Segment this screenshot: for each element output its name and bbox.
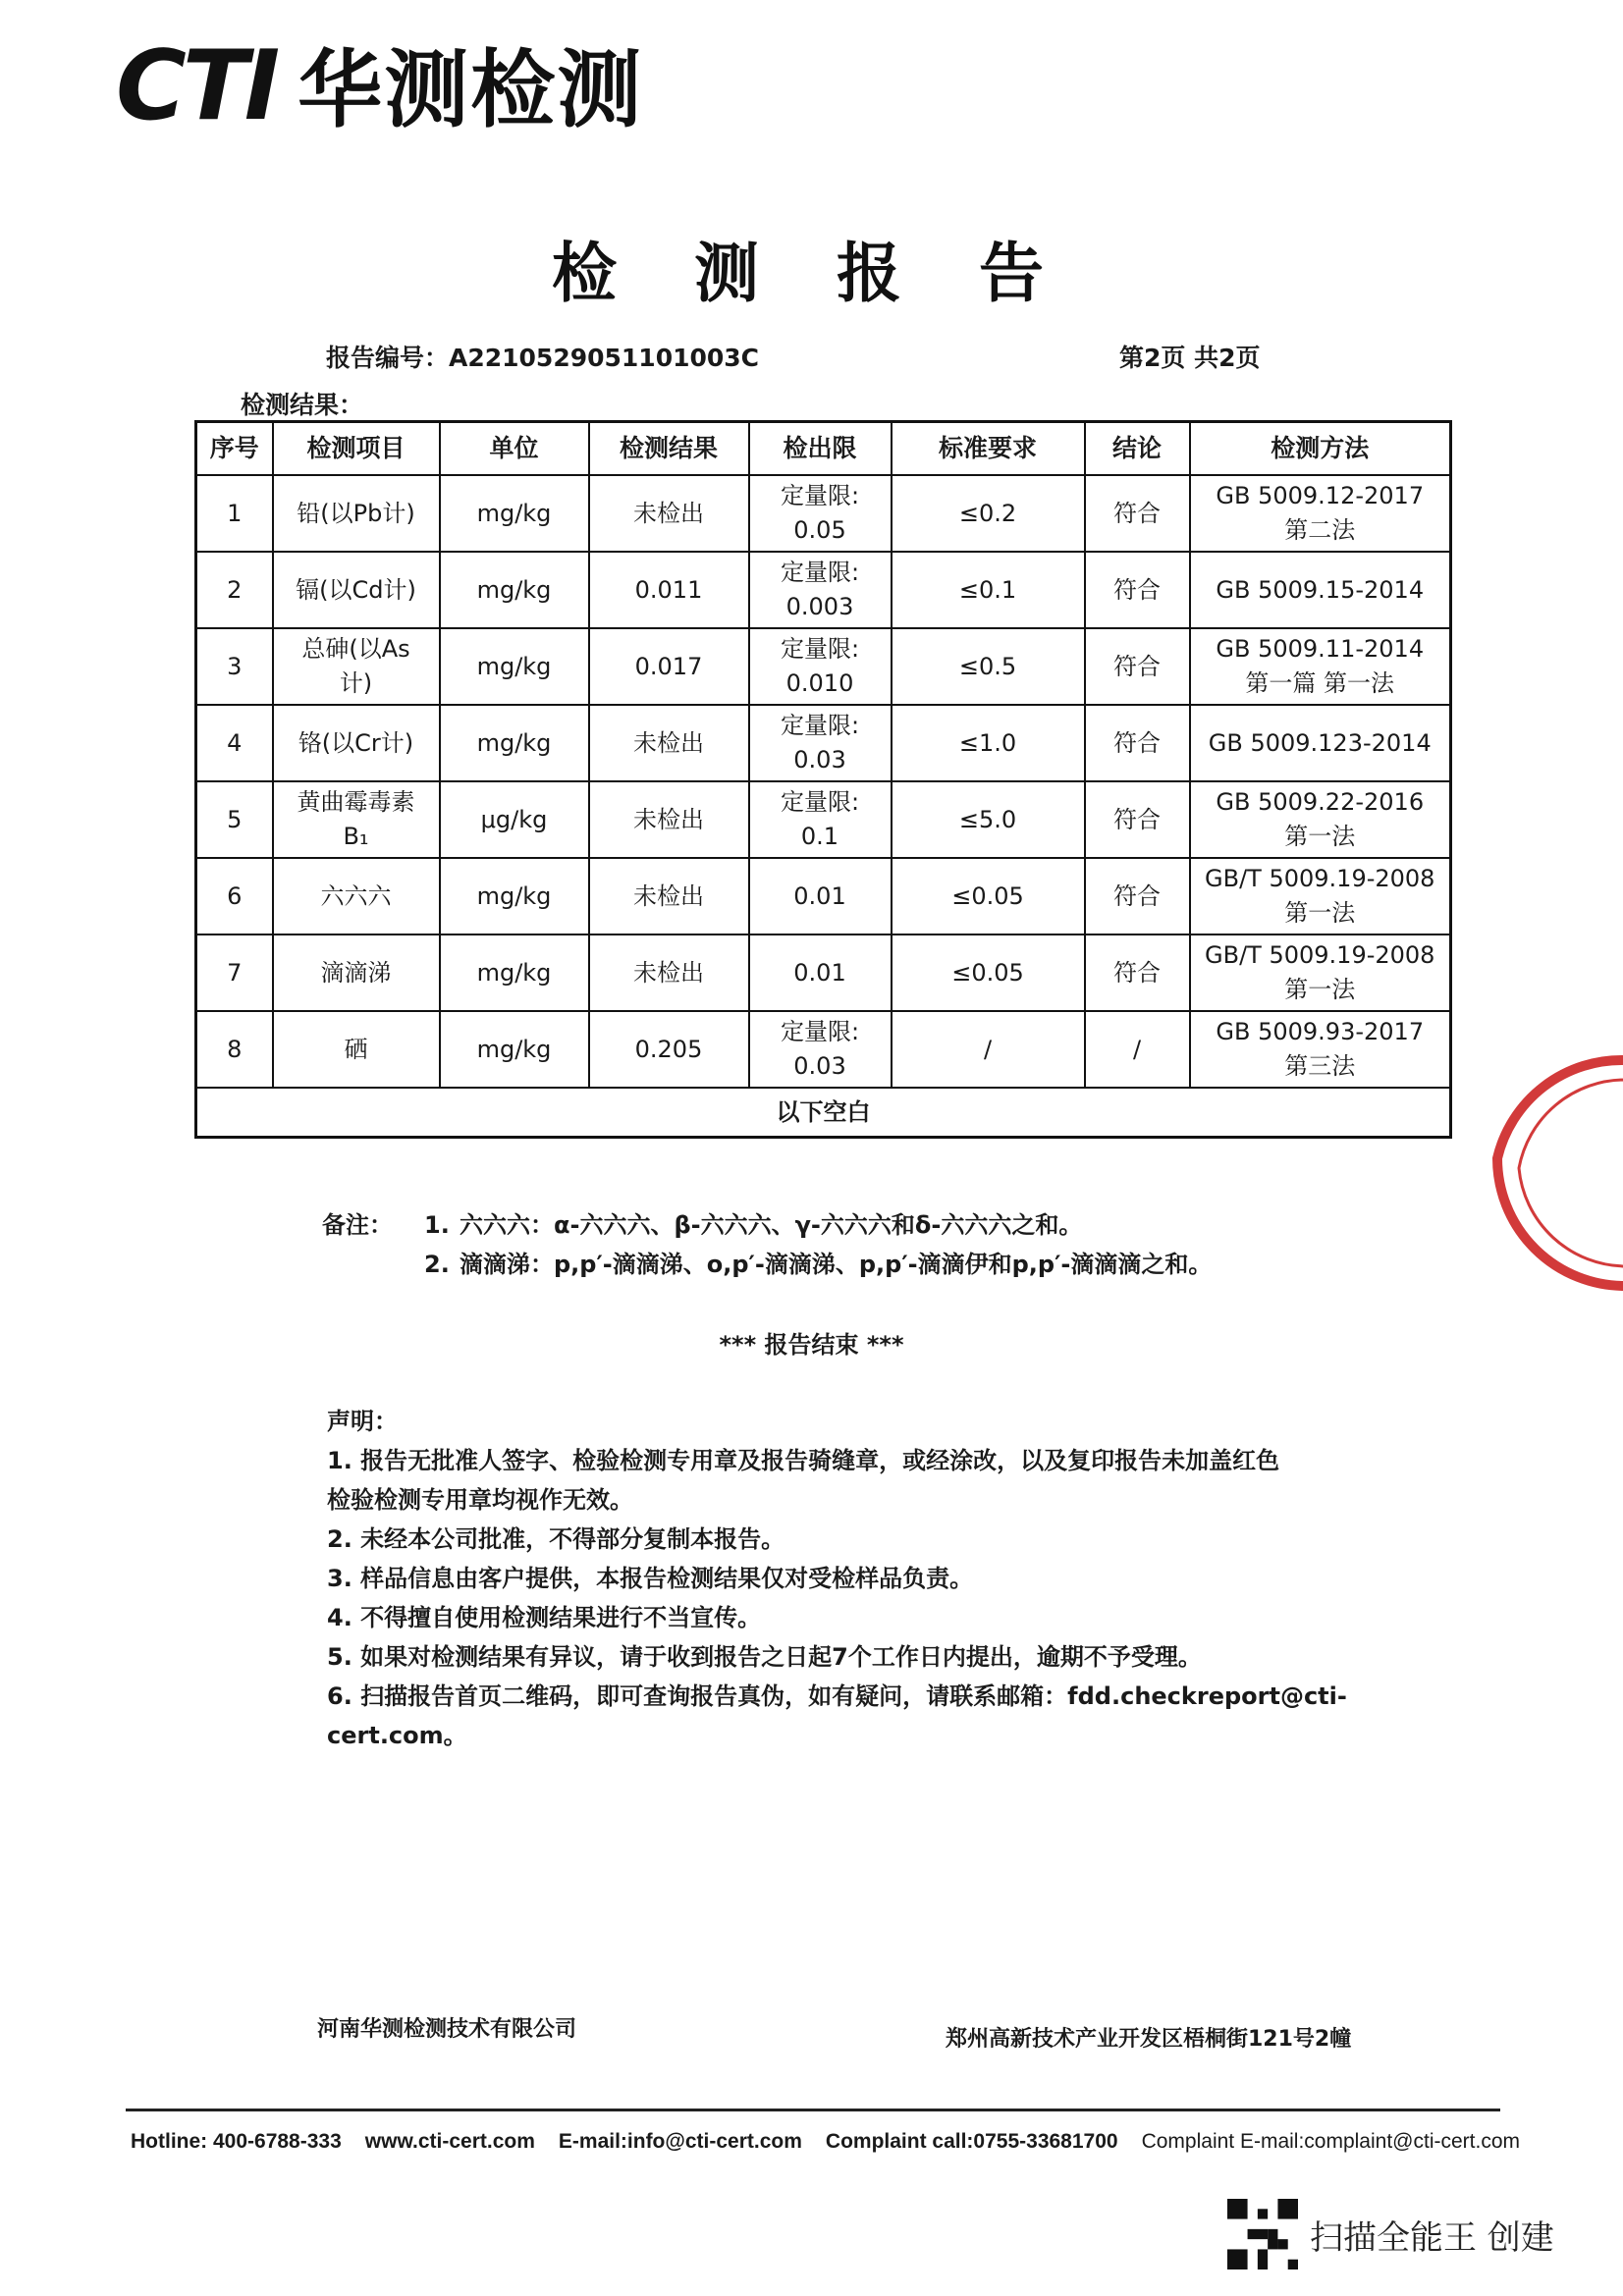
cell-no: 8 [196,1011,273,1088]
cell-limit-line: 0.05 [793,516,846,544]
cell-limit [749,475,892,552]
cell-item [273,705,440,781]
cell-method [1190,705,1451,781]
cell-method-line: GB 5009.15-2014 [1216,575,1425,604]
cell-limit-line: 0.03 [793,1052,846,1080]
footer-website: www.cti-cert.com [364,2130,535,2153]
cell-conclusion: 符合 [1085,858,1190,934]
cell-limit [749,934,892,1011]
table-row-blank [196,1088,1451,1138]
declaration-line: 1. 报告无批准人签字、检验检测专用章及报告骑缝章，或经涂改，以及复印报告未加盖红色 [327,1447,1280,1474]
cell-no: 5 [196,781,273,858]
cell-method-line: 第一法 [1284,899,1356,927]
cell-method [1190,781,1451,858]
cell-limit-line: 定量限: [780,788,860,817]
table-row [196,781,1451,858]
header-limit: 检出限 [749,422,892,476]
cell-method-line: GB 5009.12-2017 [1216,482,1425,510]
cell-item-line: 总砷(以As [301,635,410,664]
footer-hotline: Hotline: 400-6788-333 [131,2130,342,2153]
cell-limit-line: 0.010 [785,669,854,697]
table-row [196,858,1451,934]
remark-index: 2. [424,1251,450,1278]
footer-divider [126,2109,1500,2111]
cell-limit-line: 0.01 [793,881,846,910]
cell-requirement: / [892,1011,1085,1088]
cell-result: 0.017 [589,628,749,705]
remark-text: 六六六：α-六六六、β-六六六、γ-六六六和δ-六六六之和。 [460,1211,1083,1239]
cell-requirement: ≤0.05 [892,934,1085,1011]
table-row [196,628,1451,705]
table-row [196,705,1451,781]
report-end-marker: *** 报告结束 *** [719,1331,904,1359]
footer-complaint-email: Complaint E-mail:complaint@cti-cert.com [1141,2130,1520,2153]
red-seal-icon [1468,1041,1623,1296]
cell-limit-line: 定量限: [780,635,860,664]
cell-limit-line: 0.03 [793,746,846,774]
cell-method [1190,1011,1451,1088]
cell-limit-line: 0.01 [793,958,846,987]
cell-method [1190,628,1451,705]
cell-unit: mg/kg [440,1011,589,1088]
cell-method-line: 第一篇 第一法 [1245,669,1395,697]
scanner-watermark-text: 扫描全能王 创建 [1310,2217,1554,2258]
header-method: 检测方法 [1190,422,1451,476]
cell-result: 0.011 [589,552,749,628]
table-row [196,475,1451,552]
declaration-line: 3. 样品信息由客户提供，本报告检测结果仅对受检样品负责。 [327,1565,974,1592]
report-number: 报告编号：A2210529051101003C [326,344,760,372]
table-row [196,552,1451,628]
page-indicator: 第2页 共2页 [1119,344,1261,372]
cell-item-line: 铅(以Pb计) [297,499,415,527]
cell-method [1190,475,1451,552]
cell-item [273,934,440,1011]
cell-limit-line: 定量限: [780,559,860,587]
header-result: 检测结果 [589,422,749,476]
declaration-line: 5. 如果对检测结果有异议，请于收到报告之日起7个工作日内提出，逾期不予受理。 [327,1643,1202,1671]
cell-no: 2 [196,552,273,628]
cell-unit: mg/kg [440,705,589,781]
cell-item-line: 滴滴涕 [320,958,392,987]
cell-limit [749,781,892,858]
cell-item-line: B₁ [343,823,369,850]
cell-limit-line: 0.1 [800,823,839,850]
cell-unit: μg/kg [440,781,589,858]
cell-result: 未检出 [589,934,749,1011]
footer-contacts [131,2130,1520,2154]
cell-item [273,781,440,858]
cell-limit [749,552,892,628]
cell-conclusion: / [1085,1011,1190,1088]
cell-item-line: 计) [339,669,373,697]
table-row [196,1011,1451,1088]
cell-result: 未检出 [589,475,749,552]
declaration-line: cert.com。 [327,1722,467,1749]
header-requirement: 标准要求 [892,422,1085,476]
cell-conclusion: 符合 [1085,781,1190,858]
remarks-label: 备注： [322,1211,393,1239]
cell-no: 3 [196,628,273,705]
cell-method-line: 第二法 [1284,516,1356,544]
cell-item [273,552,440,628]
cell-item-line: 铬(以Cr计) [298,728,414,757]
cell-method-line: GB 5009.11-2014 [1216,635,1425,664]
cell-limit [749,628,892,705]
declaration-line: 4. 不得擅自使用检测结果进行不当宣传。 [327,1604,762,1631]
cell-item-line: 六六六 [320,881,392,910]
header-conclusion: 结论 [1085,422,1190,476]
cell-limit-line: 定量限: [780,712,860,740]
table-header-row [196,422,1451,476]
cell-item [273,858,440,934]
cell-conclusion: 符合 [1085,705,1190,781]
scanner-watermark [1227,2199,1554,2269]
document-title: 检 测 报 告 [552,236,1071,311]
cell-limit-line: 定量限: [780,482,860,510]
cell-method-line: GB 5009.22-2016 [1216,788,1425,817]
declaration-line: 检验检测专用章均视作无效。 [327,1486,633,1514]
cell-requirement: ≤0.1 [892,552,1085,628]
logo-name: 华测检测 [298,41,644,139]
cell-conclusion: 符合 [1085,628,1190,705]
cell-no: 4 [196,705,273,781]
remark-text: 滴滴涕：p,p′-滴滴涕、o,p′-滴滴涕、p,p′-滴滴伊和p,p′-滴滴滴之和。 [460,1251,1213,1278]
cell-method-line: 第一法 [1284,823,1356,850]
cell-item [273,475,440,552]
cell-result: 未检出 [589,705,749,781]
remark-index: 1. [424,1211,450,1239]
cell-method-line: GB 5009.93-2017 [1216,1018,1425,1046]
cell-method [1190,552,1451,628]
cell-method [1190,858,1451,934]
declaration [327,1402,1387,1755]
declaration-heading: 声明： [327,1408,398,1435]
header-item: 检测项目 [273,422,440,476]
cell-requirement: ≤0.5 [892,628,1085,705]
cell-method-line: GB/T 5009.19-2008 [1205,865,1435,893]
company-address: 郑州高新技术产业开发区梧桐街121号2幢 [946,2027,1352,2052]
cell-unit: mg/kg [440,934,589,1011]
cell-method-line: 第三法 [1284,1052,1356,1080]
cell-method [1190,934,1451,1011]
header-unit: 单位 [440,422,589,476]
cell-unit: mg/kg [440,858,589,934]
logo-mark: CTI [116,30,277,142]
results-table [194,420,1452,1139]
cell-result: 0.205 [589,1011,749,1088]
cell-conclusion: 符合 [1085,934,1190,1011]
declaration-line: 2. 未经本公司批准，不得部分复制本报告。 [327,1525,785,1553]
cell-unit: mg/kg [440,552,589,628]
cell-no: 6 [196,858,273,934]
cell-conclusion: 符合 [1085,475,1190,552]
cell-item [273,1011,440,1088]
company-logo [116,22,643,143]
cell-method-line: GB/T 5009.19-2008 [1205,941,1435,970]
cell-requirement: ≤1.0 [892,705,1085,781]
declaration-line: 6. 扫描报告首页二维码，即可查询报告真伪，如有疑问，请联系邮箱：fdd.checkreport@cti- [327,1682,1347,1710]
cell-unit: mg/kg [440,628,589,705]
footer-email: E-mail:info@cti-cert.com [558,2130,802,2153]
results-label: 检测结果： [241,391,364,419]
cell-limit [749,705,892,781]
cell-item-line: 黄曲霉毒素 [297,788,415,817]
header-no: 序号 [196,422,273,476]
cell-item-line: 硒 [344,1035,368,1063]
cell-no: 7 [196,934,273,1011]
cell-unit: mg/kg [440,475,589,552]
cell-item-line: 镉(以Cd计) [296,575,416,604]
cell-no: 1 [196,475,273,552]
cell-method-line: 第一法 [1284,976,1356,1003]
qr-code-icon [1227,2199,1298,2269]
cell-result: 未检出 [589,858,749,934]
footer-complaint-call: Complaint call:0755-33681700 [825,2130,1118,2153]
cell-item [273,628,440,705]
cell-limit-line: 0.003 [785,593,854,620]
remarks [322,1205,1212,1284]
cell-conclusion: 符合 [1085,552,1190,628]
company-name: 河南华测检测技术有限公司 [317,2017,577,2042]
blank-row-text: 以下空白 [196,1088,1451,1138]
cell-limit-line: 定量限: [780,1018,860,1046]
cell-method-line: GB 5009.123-2014 [1208,728,1432,757]
cell-requirement: ≤0.2 [892,475,1085,552]
cell-requirement: ≤0.05 [892,858,1085,934]
cell-limit [749,1011,892,1088]
cell-result: 未检出 [589,781,749,858]
cell-limit [749,858,892,934]
table-row [196,934,1451,1011]
cell-requirement: ≤5.0 [892,781,1085,858]
